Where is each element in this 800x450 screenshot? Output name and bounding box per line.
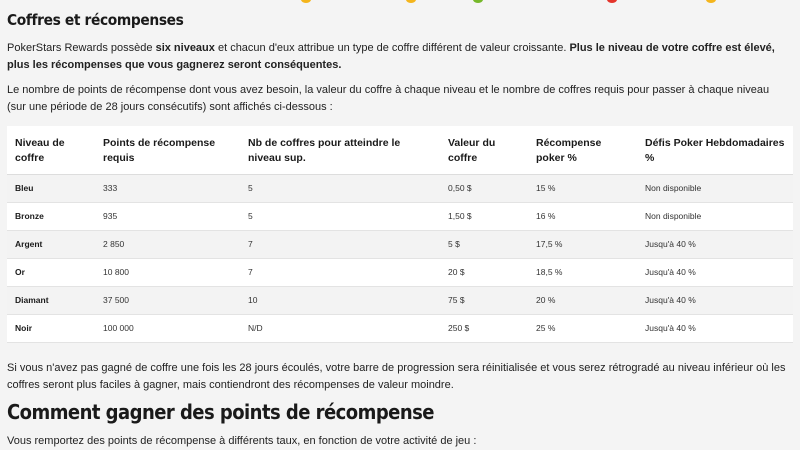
cell-chests: 7 [240, 230, 440, 258]
intro-text-1: PokerStars Rewards possède [7, 42, 156, 54]
decor-dot-yellow [406, 0, 416, 3]
cell-chests: 5 [240, 202, 440, 230]
cell-value: 75 $ [440, 286, 528, 314]
intro-bold-1: six niveaux [155, 42, 215, 54]
cell-level: Diamant [7, 286, 95, 314]
header-challenges: Défis Poker Hebdomadaires % [637, 126, 793, 174]
cell-level: Argent [7, 230, 95, 258]
cell-chests: N/D [240, 314, 440, 342]
top-decor-strip [0, 0, 800, 4]
cell-reward: 16 % [528, 202, 637, 230]
cell-challenges: Non disponible [637, 174, 793, 202]
cell-reward: 18,5 % [528, 258, 637, 286]
description-paragraph: Le nombre de points de récompense dont vous avez besoin, la valeur du coffre à chaque niveau et le nombre de coffres requis pour passer à chaque niveau (sur une période de 28 jours consécutifs) sont affichés ci-dessous : [7, 84, 770, 113]
table-row [7, 174, 793, 202]
cell-value: 5 $ [440, 230, 528, 258]
cell-reward: 17,5 % [528, 230, 637, 258]
cell-value: 1,50 $ [440, 202, 528, 230]
earn-points-heading: Comment gagner des points de récompense [7, 400, 434, 424]
table-row [7, 258, 793, 286]
decor-dot-green [473, 0, 483, 3]
cell-challenges: Jusqu'à 40 % [637, 258, 793, 286]
cell-points: 333 [95, 174, 240, 202]
cell-points: 37 500 [95, 286, 240, 314]
intro-bold-2: Plus le niveau de votre coffre est élevé, plus les récompenses que vous gagnerez seront conséquentes. [7, 42, 775, 71]
reset-note-paragraph: Si vous n'avez pas gagné de coffre une fois les 28 jours écoulés, votre barre de progression sera réinitialisée et vous serez rétrogradé au niveau inférieur où les coffres seront plus faciles à gagner, mais contiendront des récompenses de valeur moindre. [7, 362, 786, 391]
decor-dot-yellow [706, 0, 716, 3]
header-value: Valeur du coffre [440, 126, 528, 174]
table-header-row [7, 126, 793, 174]
cell-level: Or [7, 258, 95, 286]
cell-value: 20 $ [440, 258, 528, 286]
cell-chests: 10 [240, 286, 440, 314]
table-row [7, 314, 793, 342]
intro-paragraph [7, 40, 787, 73]
cell-value: 250 $ [440, 314, 528, 342]
cell-points: 2 850 [95, 230, 240, 258]
header-chests: Nb de coffres pour atteindre le niveau sup. [240, 126, 440, 174]
cell-chests: 5 [240, 174, 440, 202]
table-row [7, 202, 793, 230]
decor-dot-red [607, 0, 617, 3]
intro-text-2: et chacun d'eux attribue un type de coffre différent de valeur croissante. [214, 42, 570, 54]
cell-level: Noir [7, 314, 95, 342]
earn-intro-paragraph: Vous remportez des points de récompense à différents taux, en fonction de votre activité de jeu : [7, 435, 477, 447]
cell-reward: 15 % [528, 174, 637, 202]
cell-chests: 7 [240, 258, 440, 286]
table-row [7, 286, 793, 314]
header-reward: Récompense poker % [528, 126, 637, 174]
table-row [7, 230, 793, 258]
header-points: Points de récompense requis [95, 126, 240, 174]
cell-points: 935 [95, 202, 240, 230]
cell-reward: 25 % [528, 314, 637, 342]
cell-reward: 20 % [528, 286, 637, 314]
cell-challenges: Jusqu'à 40 % [637, 230, 793, 258]
cell-points: 10 800 [95, 258, 240, 286]
header-level: Niveau de coffre [7, 126, 95, 174]
cell-value: 0,50 $ [440, 174, 528, 202]
section-title: Coffres et récompenses [7, 11, 184, 29]
cell-points: 100 000 [95, 314, 240, 342]
cell-challenges: Jusqu'à 40 % [637, 286, 793, 314]
decor-dot-yellow [301, 0, 311, 3]
cell-level: Bronze [7, 202, 95, 230]
cell-challenges: Jusqu'à 40 % [637, 314, 793, 342]
cell-level: Bleu [7, 174, 95, 202]
rewards-table [7, 126, 793, 343]
cell-challenges: Non disponible [637, 202, 793, 230]
